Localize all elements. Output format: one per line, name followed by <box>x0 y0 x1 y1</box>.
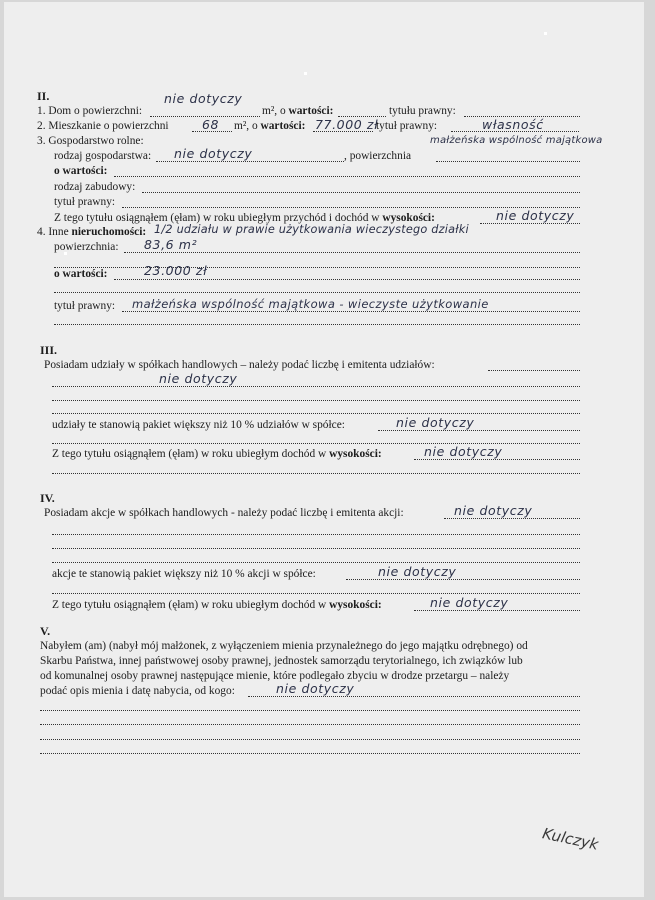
declaration-page <box>4 2 644 897</box>
s4-line2: akcje te stanowią pakiet większy niż 10 % akcji w spółce: <box>52 568 316 580</box>
inne-wartosc-handwritten: 23.000 zł <box>144 263 208 278</box>
s4-line1-dots <box>444 518 580 519</box>
inne-tytul-label: tytuł prawny: <box>54 300 116 312</box>
s3-line2-dots <box>378 430 580 431</box>
inne-tytul-dots <box>122 311 580 312</box>
s3-line3: Z tego tytułu osiągnąłem (ęłam) w roku ubiegłym dochód w wysokości: <box>52 448 382 460</box>
s3-handwritten-3: nie dotyczy <box>424 444 503 459</box>
s4-line2-dots <box>346 579 580 580</box>
s4-line1: Posiadam akcje w spółkach handlowych - należy podać liczbę i emitenta akcji: <box>44 507 404 519</box>
section-v-heading: V. <box>40 624 51 638</box>
dom-handwritten: nie dotyczy <box>164 91 243 106</box>
s4-line3-dots <box>414 610 580 611</box>
mieszkanie-title-label: tytuł prawny: <box>376 120 438 132</box>
powierzchnia-dots <box>436 161 580 162</box>
powierzchnia-label: , powierzchnia <box>344 150 412 162</box>
przychod-label: Z tego tytułu osiągnąłem (ęłam) w roku ubiegłym przychód i dochód w wysokości: <box>54 212 435 224</box>
rodzaj-gospodarstwa-handwritten: nie dotyczy <box>174 146 253 161</box>
s5-p3: od komunalnej osoby prawnej następujące mienie, które podlegało zbyciu w drodze przetargu – należy <box>40 670 510 682</box>
inne-pow-label: powierzchnia: <box>54 241 119 253</box>
mieszkanie-area-handwritten: 68 <box>202 117 220 132</box>
inne-wartosc-label: o wartości: <box>54 268 108 280</box>
s4-dots-a <box>52 534 580 535</box>
s3-handwritten-2: nie dotyczy <box>396 415 475 430</box>
s3-line1: Posiadam udziały w spółkach handlowych – należy podać liczbę i emitenta udziałów: <box>44 359 435 371</box>
gosp-wartosc-label: o wartości: <box>54 165 108 177</box>
rodzaj-zabudowy-dots <box>142 192 580 193</box>
rodzaj-gospodarstwa-dots <box>156 161 344 162</box>
s5-dots-c <box>40 739 580 740</box>
inne-extra-dots <box>54 267 580 268</box>
rodzaj-zabudowy-label: rodzaj zabudowy: <box>54 181 136 193</box>
przychod-dots <box>480 223 580 224</box>
s3-line2: udziały te stanowią pakiet większy niż 10 % udziałów w spółce: <box>52 419 345 431</box>
section-ii-heading: II. <box>37 89 50 103</box>
s4-handwritten-2: nie dotyczy <box>378 564 457 579</box>
inne-pow-handwritten: 83,6 m² <box>144 237 198 252</box>
s3-handwritten-1: nie dotyczy <box>159 371 238 386</box>
inne-pow-dots <box>124 252 580 253</box>
s5-p4-dots <box>248 696 580 697</box>
s3-line3-dots <box>414 459 580 460</box>
scan-speck <box>544 32 547 35</box>
gosp-tytul-label: tytuł prawny: <box>54 196 116 208</box>
handwritten-signature: Kulczyk <box>540 824 601 854</box>
inne-handwritten: 1/2 udziału w prawie użytkowania wieczystego działki <box>154 223 469 236</box>
inne-label: 4. Inne nieruchomości: <box>37 226 147 238</box>
section-iii-heading: III. <box>40 343 58 357</box>
s5-handwritten: nie dotyczy <box>276 681 355 696</box>
inne-wartosc-dots <box>114 279 580 280</box>
s3-dots-a <box>52 386 580 387</box>
mieszkanie-title-handwritten-2: małżeńska wspólność majątkowa <box>430 135 603 146</box>
dom-title-label: tytułu prawny: <box>389 105 456 117</box>
gosp-wartosc-dots <box>114 176 580 177</box>
mieszkanie-value-handwritten: 77.000 zł <box>315 117 379 132</box>
scan-speck <box>304 72 307 75</box>
dom-value-label: m², o wartości: <box>262 105 334 117</box>
inne-extra-dots-3 <box>54 324 580 325</box>
mieszkanie-title-handwritten: własność <box>482 117 544 132</box>
s4-handwritten-1: nie dotyczy <box>454 503 533 518</box>
inne-extra-dots-2 <box>54 292 580 293</box>
mieszkanie-label: 2. Mieszkanie o powierzchni <box>37 120 169 132</box>
inne-tytul-handwritten: małżeńska wspólność majątkowa - wieczyste użytkowanie <box>132 297 489 311</box>
s4-dots-b <box>52 548 580 549</box>
s5-p4: podać opis mienia i datę nabycia, od kogo: <box>40 685 235 697</box>
s5-dots-a <box>40 710 580 711</box>
s3-dots-b <box>52 400 580 401</box>
mieszkanie-value-label: m², o wartości: <box>234 120 306 132</box>
gospodarstwo-heading: 3. Gospodarstwo rolne: <box>37 135 144 147</box>
s4-handwritten-3: nie dotyczy <box>430 595 509 610</box>
s5-dots-b <box>40 724 580 725</box>
dom-label: 1. Dom o powierzchni: <box>37 105 143 117</box>
rodzaj-gospodarstwa-label: rodzaj gospodarstwa: <box>54 150 152 162</box>
s3-line1-dots <box>488 370 580 371</box>
s4-dots-c <box>52 562 580 563</box>
s4-line3: Z tego tytułu osiągnąłem (ęłam) w roku ubiegłym dochód w wysokości: <box>52 599 382 611</box>
s5-dots-d <box>40 753 580 754</box>
s4-dots-d <box>52 593 580 594</box>
s5-p2: Skarbu Państwa, innej państwowej osoby prawnej, jednostek samorządu terytorialnego, ich związków lub <box>40 655 523 667</box>
s3-dots-e <box>52 473 580 474</box>
s5-p1: Nabyłem (am) (nabył mój małżonek, z wyłączeniem mienia przynależnego do jego majątku odrębnego) od <box>40 640 528 652</box>
przychod-handwritten: nie dotyczy <box>496 208 575 223</box>
section-iv-heading: IV. <box>40 491 55 505</box>
s3-dots-c <box>52 413 580 414</box>
